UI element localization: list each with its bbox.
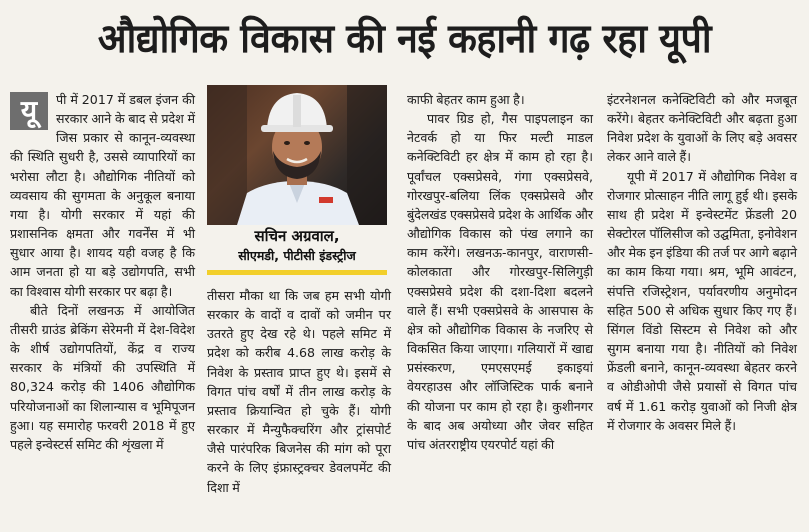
- paragraph: यूपी में 2017 में औद्योगिक निवेश व रोजगार प्रोत्साहन नीति लागू हुई थी। इसके साथ ही प्रदेश में इन्वेस्टमेंट फ्रेंडली 20 सेक्टोरल पॉलिसीज को उद्घमिता, इनोवेशन और मेक इन इंडिया की तर्ज पर आगे बढ़ाने का काम किया गया। श्रम, भूमि आवंटन, संपत्ति रजिस्ट्रेशन, पर्यावरणीय अनुमोदन सहित 500 से अधिक सुधार किए गए हैं। सिंगल विंडो सिस्टम से निवेश को और सुगम बनाया गया है। नीतियों को निवेश फ्रेंडली बनाने, कानून-व्यवस्था बेहतर करने व ओडीओपी जैसे प्रयासों से विगत पांच वर्ष में 1.61 करोड़ युवाओं को निजी क्षेत्र में रोजगार के अवसर मिले हैं।: [607, 168, 797, 433]
- paragraph: तीसरा मौका था कि जब हम सभी योगी सरकार के वादों व दावों को जमीन पर उतरते हुए देख रहे थे। पहले समिट में प्रदेश को करीब 4.68 लाख करोड़ के निवेश के प्रस्ताव प्राप्त हुए थे। इसमें से विगत पांच वर्षों में तीन लाख करोड़ के प्रस्ताव क्रियान्वित हो चुके हैं। योगी सरकार में मैन्युफैक्चरिंग और ट्रांसपोर्ट जैसे पारंपरिक बिजनेस की मांग को पूरा करने के लिए इंफ्रास्ट्रक्चर डेवलपमेंट की दिशा में: [207, 288, 391, 495]
- paragraph: [10, 90, 195, 301]
- paragraph: बीते दिनों लखनऊ में आयोजित तीसरी ग्राउंड ब्रेकिंग सेरेमनी में देश-विदेश के शीर्ष उद्योगपतियों, केंद्र व राज्य सरकार के मंत्रियों की उपस्थिति में 80,324 करोड़ की 1406 औद्योगिक परियोजनाओं का शिलान्यास व भूमिपूजन हुआ। यह समारोह फरवरी 2018 में हुए पहले इन्वेस्टर्स समिट की शृंखला में: [10, 302, 195, 452]
- portrait-photo: [207, 85, 387, 225]
- photo-caption-name: सचिन अग्रवाल,: [254, 227, 340, 245]
- article-column-1: [10, 90, 195, 454]
- paragraph: इंटरनेशनल कनेक्टिविटी को और मजबूत करेंगे। बेहतर कनेक्टिविटी और बढ़ता हुआ निवेश प्रदेश के युवाओं के लिए बड़े अवसर लेकर आने वाले हैं।: [607, 92, 797, 165]
- article-column-2: [207, 286, 391, 497]
- drop-cap: यू: [10, 92, 48, 130]
- paragraph: पावर ग्रिड हो, गैस पाइपलाइन का नेटवर्क हो या फिर मल्टी माडल कनेक्टिविटी हर क्षेत्र में काम हो रहा है। पूर्वांचल एक्सप्रेसवे, गंगा एक्सप्रेसवे, गोरखपुर-बलिया लिंक एक्सप्रेसवे और बुंदेलखंड एक्सप्रेसवे प्रदेश के आर्थिक और औद्योगिक विकास को पंख लगाने का काम करेंगे। लखनऊ-कानपुर, वाराणसी-कोलकाता और गोरखपुर-सिलिगुड़ी एक्सप्रेसवे प्रदेश की दशा-दिशा बदलने वाले हैं। सभी एक्सप्रेसवे के आसपास के क्षेत्र को औद्योगिक विकास के नजरिए से विकसित किया जाएगा। गलियारों में खाद्य प्रसंस्करण, एमएसएमई इकाइयां वेयरहाउस और लॉजिस्टिक पार्क बनाने की योजना पर काम हो रहा है। कुशीनगर के बाद अब अयोध्या और जेवर सहित पांच अंतरराष्ट्रीय एयरपोर्ट यहां की: [407, 111, 593, 452]
- headline: औद्योगिक विकास की नई कहानी गढ़ रहा यूपी: [97, 15, 712, 62]
- article-column-4: [607, 90, 797, 435]
- paragraph-text: पी में 2017 में डबल इंजन की सरकार आने के बाद से प्रदेश में जिस प्रकार से कानून-व्यवस्था की स्थिति सुधरी है, उससे व्यापारियों का भरोसा लौटा है। औद्योगिक नीतियों को व्यवसाय की सुगमता के अनुकूल बनाया गया है। योगी सरकार में यहां की प्रशासनिक क्षमता और गवर्नेंस में भी सुधार आया है। शायद यही वजह है कि आम जनता हो या बड़े उद्योगपति, सभी का विश्वास योगी सरकार पर बढ़ा है।: [10, 92, 195, 299]
- caption-underline: [207, 270, 387, 275]
- photo-caption-role: सीएमडी, पीटीसी इंडस्ट्रीज: [238, 248, 356, 263]
- article-column-3: [407, 90, 593, 454]
- paragraph: काफी बेहतर काम हुआ है।: [407, 92, 525, 107]
- portrait-illustration: [207, 85, 387, 225]
